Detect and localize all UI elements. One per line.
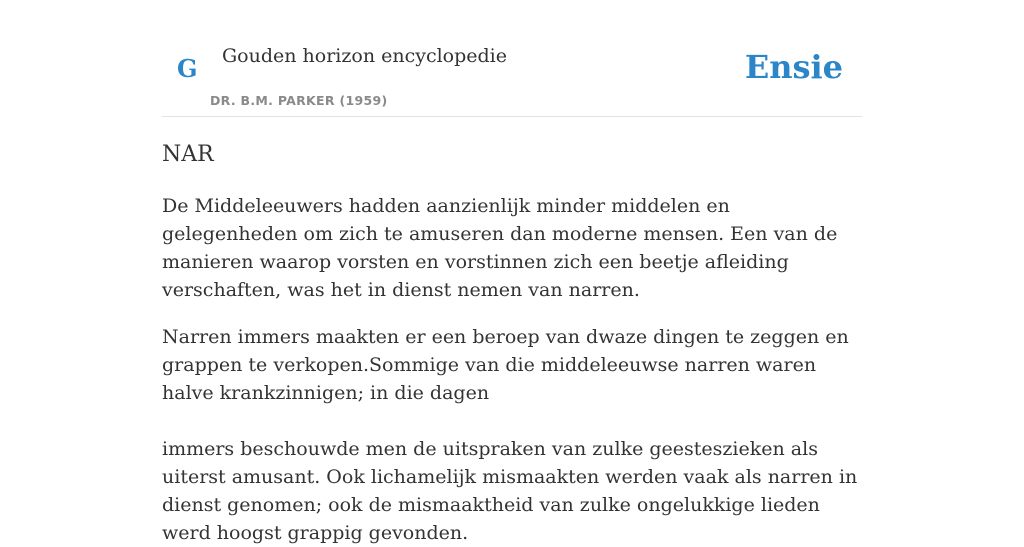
- entry-term: NAR: [162, 142, 214, 167]
- author-label: DR. B.M. PARKER (1959): [210, 93, 388, 108]
- book-logo[interactable]: G: [177, 54, 198, 83]
- entry-paragraph: Narren immers maakten er een beroep van dwaze dingen te zeggen en grappen te verkopen.Sommige van die middeleeuwse narren waren halve krankzinnigen; in die dagen: [162, 326, 849, 404]
- ensie-logo[interactable]: Ensie: [744, 48, 843, 86]
- book-title-link[interactable]: Gouden horizon encyclopedie: [222, 45, 507, 67]
- entry-paragraph: De Middeleeuwers hadden aanzienlijk minder middelen en gelegenheden om zich te amuseren dan moderne mensen. Een van de manieren waarop vorsten en vorstinnen zich een beetje afleiding verschaften, was het in dienst nemen van narren.: [162, 195, 838, 301]
- site-header: [162, 0, 862, 117]
- entry-content: [162, 138, 862, 547]
- entry-paragraph: immers beschouwde men de uitspraken van zulke geesteszieken als uiterst amusant. Ook lichamelijk mismaakten werden vaak als narren in dienst genomen; ook de mismaaktheid van zulke ongelukkige lieden werd hoogst grappig gevonden.: [162, 438, 858, 544]
